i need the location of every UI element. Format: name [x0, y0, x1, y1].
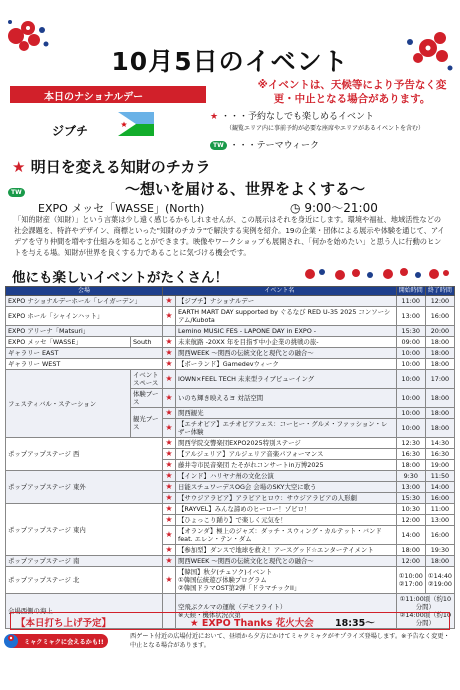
venue-cell: ポップアップステージ 南: [6, 556, 163, 567]
fireworks-time: 18:35〜: [335, 618, 375, 629]
start-time-cell: 12:00: [396, 515, 425, 526]
subvenue-cell: South: [131, 337, 163, 348]
end-time-cell: 17:00: [425, 370, 454, 389]
subvenue-cell: イベントスペース: [131, 370, 163, 389]
star-cell: ★: [163, 504, 176, 515]
star-cell: ★: [163, 482, 176, 493]
venue-cell: ギャラリー EAST: [6, 348, 163, 359]
table-row: [6, 307, 455, 326]
end-time-cell: 20:00: [425, 326, 454, 337]
end-time-cell: 11:00: [425, 504, 454, 515]
start-time-cell: 15:30: [396, 326, 425, 337]
start-time-cell: 14:00: [396, 526, 425, 545]
events-table: [5, 286, 455, 629]
start-time-cell: 18:00: [396, 545, 425, 556]
star-cell: [163, 326, 176, 337]
myaku-pill: ミャクミャクに会えるかも!!: [6, 634, 108, 648]
clock-icon: ◷: [290, 201, 301, 215]
start-time-cell: 10:00: [396, 389, 425, 408]
national-day-bar: 本日のナショナルデー: [10, 86, 206, 103]
end-time-cell: 14:00: [425, 482, 454, 493]
event-cell: EARTH MART DAY supported by ぐるなび RED U-35 2025 コンソーシアム/Kubota: [176, 307, 397, 326]
star-cell: ★: [163, 419, 176, 438]
event-cell: いのち輝き映えるヨ 対話空間: [176, 389, 397, 408]
star-cell: ★: [163, 296, 176, 307]
venue-cell: フェスティバル・ステーション: [6, 370, 131, 438]
table-header-row: [6, 287, 455, 296]
end-time-cell: 18:00: [425, 337, 454, 348]
legend-star: [210, 112, 424, 134]
feature-time-text: 9:00〜21:00: [304, 201, 378, 215]
table-row: [6, 567, 455, 594]
end-time-cell: 19:00: [425, 460, 454, 471]
end-time-cell: 18:00: [425, 408, 454, 419]
venue-cell: ギャラリー WEST: [6, 359, 163, 370]
table-row: [6, 296, 455, 307]
feature-heading: [12, 156, 210, 177]
table-row: [6, 504, 455, 515]
subvenue-cell: 体験ブース: [131, 389, 163, 408]
venue-cell: 会場西側の海上: [6, 594, 163, 629]
end-time-cell: 11:50: [425, 471, 454, 482]
star-cell: ★: [163, 438, 176, 449]
star-cell: ★: [163, 545, 176, 556]
venue-cell: EXPO ホール「シャインハット」: [6, 307, 163, 326]
end-time-cell: 18:00: [425, 348, 454, 359]
feature-venue: EXPO メッセ「WASSE」(North): [38, 202, 205, 215]
event-cell: 【サウジアラビア】アラビアヒロウ：サウジアラビアの人形劇: [176, 493, 397, 504]
table-row: [6, 471, 455, 482]
header-venue: 会場: [6, 287, 163, 296]
table-row: [6, 370, 455, 389]
start-time-cell: 10:00: [396, 348, 425, 359]
start-time-cell: 15:30: [396, 493, 425, 504]
star-icon: ★: [12, 158, 26, 176]
star-cell: ★: [163, 359, 176, 370]
end-time-cell: 19:30: [425, 545, 454, 556]
event-cell: 藤井寺市民音楽団 たそがれコンサートin万博2025: [176, 460, 397, 471]
end-time-cell: 18:00: [425, 556, 454, 567]
table-row: [6, 556, 455, 567]
start-time-cell: 12:00: [396, 556, 425, 567]
event-cell: 【ジブチ】ナショナルデー: [176, 296, 397, 307]
star-cell: ★: [163, 449, 176, 460]
star-cell: ★: [163, 567, 176, 594]
end-time-cell: 18:00: [425, 359, 454, 370]
feature-subheading: 〜想いを届ける、世界をよくする〜: [124, 180, 365, 198]
star-cell: ★: [163, 408, 176, 419]
table-row: [6, 438, 455, 449]
event-cell: 関西WEEK 〜関西の伝統文化と現代との融合〜: [176, 556, 397, 567]
table-row: [6, 348, 455, 359]
table-row: [6, 337, 455, 348]
event-cell: 【RAYVEL】みんな諦めのヒーロー！ゾビロ！: [176, 504, 397, 515]
fireworks-label: 【本日打ち上げ予定】: [16, 618, 112, 629]
start-time-cell: 10:00: [396, 408, 425, 419]
event-cell: Lemino MUSIC FES - LAPONE DAY in EXPO -: [176, 326, 397, 337]
legend-star-text: ・・・予約なしでも楽しめるイベント: [220, 112, 374, 122]
start-time-cell: 10:00: [396, 419, 425, 438]
star-cell: ★: [163, 556, 176, 567]
start-time-cell: 9:30: [396, 471, 425, 482]
star-cell: ★: [163, 493, 176, 504]
start-time-cell: 09:00: [396, 337, 425, 348]
other-events-heading: 他にも楽しいイベントがたくさん！: [12, 270, 228, 286]
end-time-cell: 13:00: [425, 515, 454, 526]
end-time-cell: 16:00: [425, 526, 454, 545]
star-cell: ★: [163, 337, 176, 348]
theme-week-badge: TW: [210, 141, 227, 150]
event-cell: 【エチオピア】エチオピアフェス：コーヒー・グルメ・ファッション・レザー体験: [176, 419, 397, 438]
fireworks-event-text: EXPO Thanks 花火大会: [201, 618, 314, 629]
notice-text: ※イベントは、天候等により予告なく変更・中止となる場合があります。: [257, 79, 447, 105]
header-end: 終了時間: [425, 287, 454, 296]
event-cell: 関西WEEK 〜関西の伝統文化と現代との融合〜: [176, 348, 397, 359]
star-cell: ★: [163, 348, 176, 359]
event-cell: 【参加型】ダンスで地球を救え！アースグッド☆エンターテイメント: [176, 545, 397, 556]
event-cell: 空飛ぶクルマの運航（デモフライト） ※天候・機体状況次第: [176, 594, 397, 629]
start-time-cell: 11:00: [396, 296, 425, 307]
event-cell: 【オランダ】極上のジャズ：ダッチ・スウィング・カルテット・バンド feat. エレン・テン・ダム: [176, 526, 397, 545]
legend-tw-text: ・・・テーマウィーク: [229, 141, 320, 151]
event-cell: 関西学院交響楽団EXPO2025特別ステージ: [176, 438, 397, 449]
start-time-cell: 18:00: [396, 460, 425, 471]
start-time-cell: 16:30: [396, 449, 425, 460]
feature-tw-badge: [8, 182, 25, 201]
venue-cell: EXPO メッセ「WASSE」: [6, 337, 131, 348]
event-cell: 未来航路 -20XX 年を目指す中小企業の挑戦の旅-: [176, 337, 397, 348]
start-time-cell: 10:00: [396, 359, 425, 370]
star-icon: ★: [210, 112, 219, 122]
start-time-cell: 10:00: [396, 370, 425, 389]
legend-tw: [210, 138, 319, 151]
venue-cell: EXPO ナショナルデーホール「レイガーデン」: [6, 296, 163, 307]
venue-cell: EXPO アリーナ「Matsuri」: [6, 326, 163, 337]
feature-heading-text: 明日を変える知財のチカラ: [30, 158, 211, 176]
djibouti-flag-icon: [118, 112, 154, 136]
table-row: [6, 359, 455, 370]
end-time-cell: 12:00: [425, 296, 454, 307]
end-time-cell: 16:00: [425, 307, 454, 326]
star-cell: ★: [163, 471, 176, 482]
end-time-cell: 18:00: [425, 419, 454, 438]
end-time-cell: 16:00: [425, 493, 454, 504]
start-time-cell: 13:00: [396, 482, 425, 493]
venue-cell: ポップアップステージ 西: [6, 438, 163, 471]
subvenue-cell: 観光ブース: [131, 408, 163, 438]
event-cell: 日能スチュワーデスOG会 会場のSKY大空に歌う: [176, 482, 397, 493]
table-row: [6, 326, 455, 337]
end-time-cell: 18:00: [425, 389, 454, 408]
star-cell: ★: [163, 389, 176, 408]
star-cell: ★: [163, 307, 176, 326]
end-time-cell: 16:30: [425, 449, 454, 460]
venue-cell: ポップアップステージ 東外: [6, 471, 163, 504]
event-cell: 【インド】ハリヤナ州の文化公演: [176, 471, 397, 482]
start-time-cell: ①11:00頃（約10分間） ②14:00頃（約10分間）: [396, 594, 454, 629]
country-name: ジブチ: [52, 124, 89, 138]
end-time-cell: ①14:40 ②19:00: [425, 567, 454, 594]
start-time-cell: 10:30: [396, 504, 425, 515]
venue-cell: ポップアップステージ 北: [6, 567, 163, 594]
star-icon: ★: [190, 618, 199, 629]
legend-star-sub: （観覧エリア内に事前予約が必要な座席やエリアがあるイベントを含む）: [226, 125, 425, 132]
end-time-cell: 14:30: [425, 438, 454, 449]
feature-description: 「知的財産（知財）」という言葉は少し遠く感じるかもしれませんが、この展示はそれを身近にします。環境や福祉、地域活性などの社会課題を、特許やデザイン、商標といった"知財のチカラ"で解決する実例を紹介。19の企業・団体による展示や体験を通じて、アイデアを守り仲間を増やす仕組みを知ることができます。映像やワークショップも展開され、「何かを始めたい」と思う人に行動のヒントを与える場。知財が世界を良くする力であることに気づける機会です。: [14, 215, 445, 257]
event-cell: IOWN×FEEL TECH 未来型ライブビューイング: [176, 370, 397, 389]
event-cell: 【ボーランド】Gamedevウィーク: [176, 359, 397, 370]
header-event: イベント名: [163, 287, 397, 296]
decorative-dots-icon: [300, 266, 450, 282]
event-cell: 【韓国】秋夕(チュソク)イベント ①韓国伝統遊び体験プログラム ②韓国ドラマOST第2弾「ドラマチックII」: [176, 567, 397, 594]
myaku-mascot-icon: [3, 632, 19, 650]
star-cell: ★: [163, 460, 176, 471]
theme-week-badge: TW: [8, 188, 25, 197]
start-time-cell: ①10:00 ②17:00: [396, 567, 425, 594]
page-title: 10月5日のイベント: [111, 47, 349, 76]
start-time-cell: 13:00: [396, 307, 425, 326]
event-cell: 関西観光: [176, 408, 397, 419]
event-cell: 【ひょっこり踊り】で楽しく元気を！: [176, 515, 397, 526]
event-cell: 【アルジェリア】アルジェリア音楽パフォーマンス: [176, 449, 397, 460]
star-cell: ★: [163, 526, 176, 545]
header-start: 開始時間: [396, 287, 425, 296]
fireworks-event: [190, 615, 314, 629]
venue-cell: ポップアップステージ 東内: [6, 504, 163, 556]
myaku-text: 西ゲート付近の広場付近において、昼頃から夕方にかけてミャクミャクがサプライズ登場します。※予告なく変更・中止となる場合があります。: [130, 633, 450, 649]
star-cell: ★: [163, 370, 176, 389]
start-time-cell: 12:30: [396, 438, 425, 449]
star-cell: ★: [163, 515, 176, 526]
